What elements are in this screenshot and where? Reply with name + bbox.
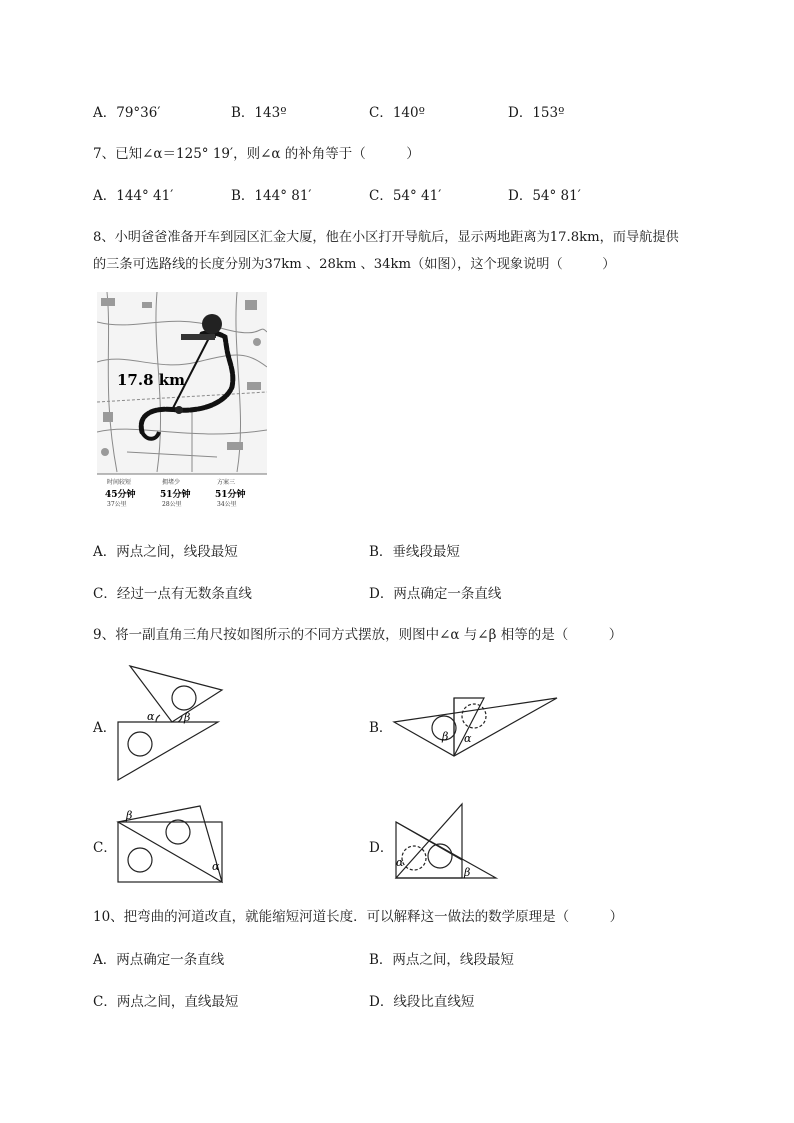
q10-option-c[interactable]: C．两点之间，直线最短	[93, 994, 239, 1010]
route-2-dist: 28公里	[162, 501, 182, 508]
q9-stem: 9、将一副直角三角尺按如图所示的不同方式摆放，则图中∠α 与∠β 相等的是（ ）	[93, 627, 623, 643]
route-1-name: 时间较短	[107, 479, 132, 486]
figure-d-alpha: α	[396, 856, 404, 869]
map-distance-label: 17.8 km	[117, 371, 186, 389]
figure-a-beta: β	[184, 711, 191, 724]
q9-option-d[interactable]: D．	[369, 840, 394, 856]
q6-option-d[interactable]: D．153º	[508, 105, 565, 121]
q6-option-a[interactable]: A．79°36′	[93, 105, 161, 121]
q8-option-b[interactable]: B．垂线段最短	[369, 544, 460, 560]
q10-option-d[interactable]: D．线段比直线短	[369, 994, 475, 1010]
figure-b	[392, 690, 562, 769]
q10-option-b[interactable]: B．两点之间，线段最短	[369, 952, 514, 968]
figure-a	[112, 660, 227, 789]
route-1-dist: 37公里	[107, 501, 127, 508]
q8-option-c[interactable]: C．经过一点有无数条直线	[93, 586, 252, 602]
q8-stem-line1: 8、小明爸爸准备开车到园区汇金大厦，他在小区打开导航后，显示两地距离为17.8km，而导航提供	[93, 230, 679, 245]
figure-b-beta: β	[442, 730, 449, 743]
route-3-name: 方案三	[217, 479, 236, 486]
q7-option-a[interactable]: A．144° 41′	[93, 188, 174, 204]
q9-option-c[interactable]: C．	[93, 840, 117, 856]
q6-option-c[interactable]: C．140º	[369, 105, 425, 121]
q9-option-b[interactable]: B．	[369, 720, 393, 736]
figure-c-beta: β	[126, 809, 133, 822]
route-3-dist: 34公里	[217, 501, 237, 508]
navigation-map-image	[97, 292, 267, 510]
figure-c	[112, 802, 227, 891]
q10-option-a[interactable]: A．两点确定一条直线	[93, 952, 225, 968]
q7-option-c[interactable]: C．54° 41′	[369, 188, 442, 204]
route-2-name: 拥堵少	[162, 479, 181, 486]
route-2-time: 51分钟	[160, 490, 191, 500]
q8-option-a[interactable]: A．两点之间，线段最短	[93, 544, 238, 560]
q6-option-b[interactable]: B．143º	[231, 105, 287, 121]
q7-stem: 7、已知∠α＝125° 19′，则∠α 的补角等于（ ）	[93, 146, 420, 162]
figure-d-beta: β	[464, 866, 471, 879]
q8-stem-line2: 的三条可选路线的长度分别为37km 、28km 、34km（如图），这个现象说明（ ）	[93, 257, 616, 272]
route-3-time: 51分钟	[215, 490, 246, 500]
q9-option-a[interactable]: A．	[93, 720, 117, 736]
route-1-time: 45分钟	[105, 490, 136, 500]
figure-d	[392, 800, 500, 886]
q10-stem: 10、把弯曲的河道改直，就能缩短河道长度．可以解释这一做法的数学原理是（ ）	[93, 909, 624, 925]
q7-option-d[interactable]: D．54° 81′	[508, 188, 581, 204]
figure-b-alpha: α	[464, 732, 472, 745]
q7-option-b[interactable]: B．144° 81′	[231, 188, 312, 204]
figure-a-alpha: α	[147, 710, 155, 723]
q8-option-d[interactable]: D．两点确定一条直线	[369, 586, 502, 602]
figure-c-alpha: α	[212, 860, 220, 873]
